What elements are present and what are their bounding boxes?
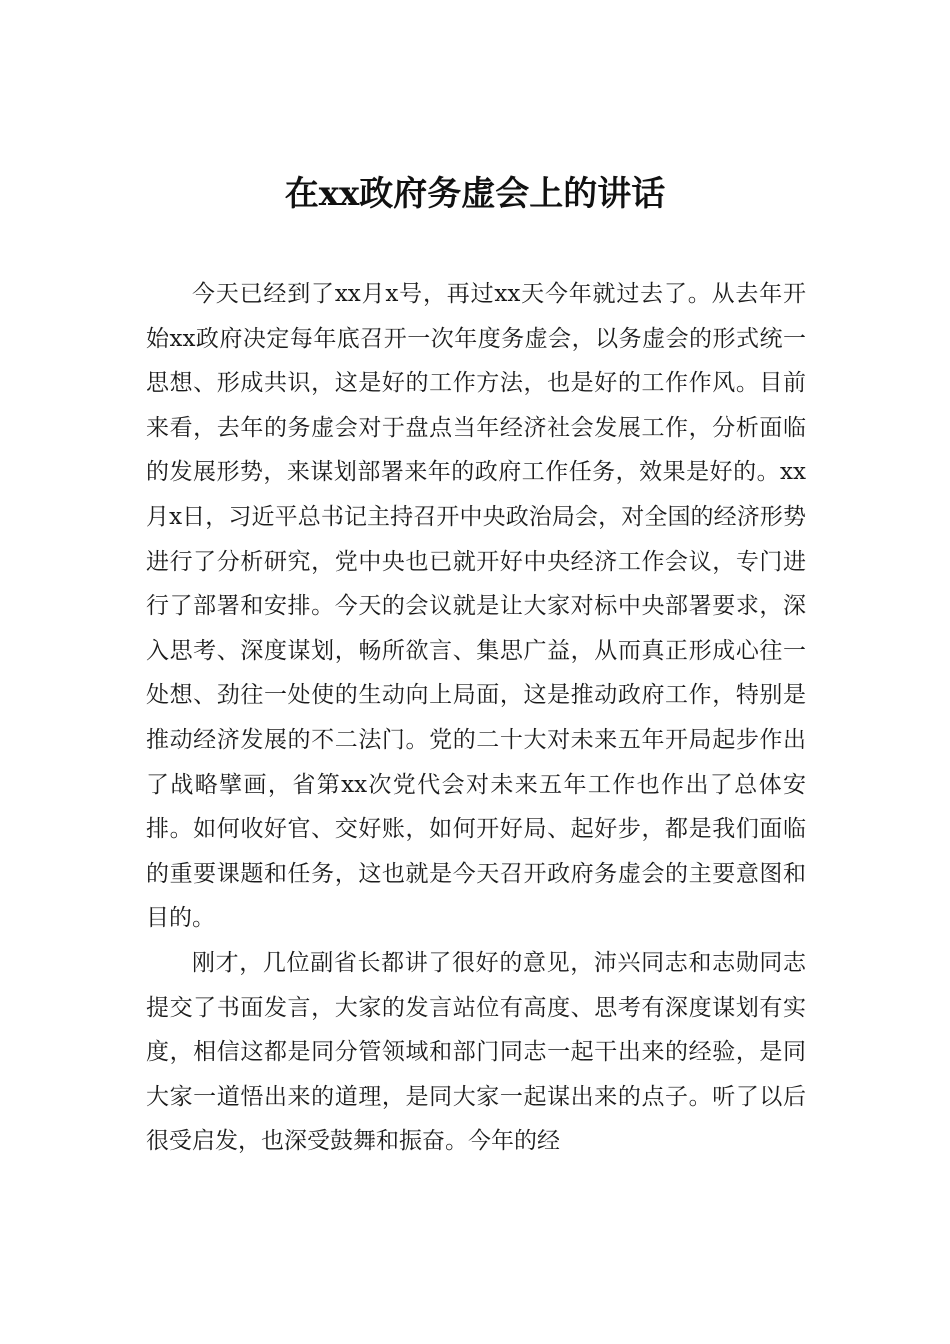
document-body <box>146 272 806 1164</box>
document-title: 在xx政府务虚会上的讲话 <box>284 174 666 214</box>
paragraph-2: 刚才，几位副省长都讲了很好的意见，沛兴同志和志勋同志提交了书面发言，大家的发言站位有高度、思考有深度谋划有实度，相信这都是同分管领域和部门同志一起干出来的经验，是同大家一道悟出来的道理，是同大家一起谋出来的点子。听了以后很受启发，也深受鼓舞和振奋。今年的经 <box>146 949 806 1155</box>
paragraph-1: 今天已经到了xx月x号，再过xx天今年就过去了。从去年开始xx政府决定每年底召开一次年度务虚会，以务虚会的形式统一思想、形成共识，这是好的工作方法，也是好的工作作风。目前来看，去年的务虚会对于盘点当年经济社会发展工作，分析面临的发展形势，来谋划部署来年的政府工作任务，效果是好的。xx月x日，习近平总书记主持召开中央政治局会，对全国的经济形势进行了分析研究，党中央也已就开好中央经济工作会议，专门进行了部署和安排。今天的会议就是让大家对标中央部署要求，深入思考、深度谋划，畅所欲言、集思广益，从而真正形成心往一处想、劲往一处使的生动向上局面，这是推动政府工作，特别是推动经济发展的不二法门。党的二十大对未来五年开局起步作出了战略擘画，省第xx次党代会对未来五年工作也作出了总体安排。如何收好官、交好账，如何开好局、起好步，都是我们面临的重要课题和任务，这也就是今天召开政府务虚会的主要意图和目的。 <box>146 281 806 932</box>
